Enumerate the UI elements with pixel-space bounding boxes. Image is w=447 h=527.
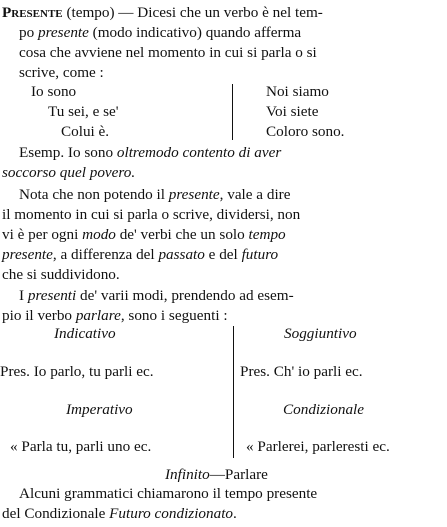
italic-term: presente <box>2 246 53 263</box>
entry-definition-start: (tempo) — Dicesi che un verbo è nel tem- <box>62 4 323 21</box>
presents-line-1 <box>19 286 447 306</box>
soggiuntivo-example: Pres. Ch' io parli ec. <box>240 363 363 380</box>
condizionale-example: « Parlerei, parleresti ec. <box>246 438 390 455</box>
closing-line-2 <box>2 504 447 524</box>
conj-left-1: Io sono <box>31 83 77 100</box>
italic-term: futuro <box>241 246 279 263</box>
text-run: . <box>233 505 237 522</box>
note-line-4 <box>2 245 447 265</box>
presents-line-2 <box>2 306 447 326</box>
infinitive-verb: Parlare <box>224 466 268 483</box>
entry-line-4: scrive, come : <box>19 64 104 81</box>
condizionale-label: Condizionale <box>283 401 365 418</box>
example-line-2 <box>2 163 447 183</box>
imperativo-example: « Parla tu, parli uno ec. <box>10 438 152 455</box>
italic-term: passato <box>158 246 205 263</box>
italic-example: soccorso quel povero. <box>2 164 136 181</box>
text-run: po <box>19 24 38 41</box>
text-run: , sono i seguenti : <box>120 307 228 324</box>
closing-line-1: Alcuni grammatici chiamarono il tempo presente <box>19 485 318 502</box>
entry-line-2 <box>19 23 447 43</box>
conj-left-3: Colui è. <box>61 123 110 140</box>
text-run: de' varii modi, prendendo ad esem- <box>76 287 294 304</box>
imperativo-label: Imperativo <box>66 401 133 418</box>
entry-line-1 <box>2 3 447 23</box>
note-line-2: il momento in cui si parla o scrive, dividersi, non <box>2 206 301 223</box>
note-line-1 <box>19 185 447 205</box>
text-run: vi è per ogni <box>2 226 83 243</box>
italic-term: tempo <box>248 226 286 243</box>
conj-right-3: Coloro sono. <box>266 123 345 140</box>
column-divider <box>232 84 233 140</box>
text-run: del Condizionale <box>2 505 110 522</box>
table-divider <box>233 326 234 458</box>
text-run: e del <box>204 246 242 263</box>
text-run: (modo indicativo) quando afferma <box>88 24 302 41</box>
italic-term: Futuro condizionato <box>109 505 234 522</box>
italic-term: presente <box>37 24 89 41</box>
headword: Presente <box>2 4 63 21</box>
text-run: , a differenza del <box>52 246 159 263</box>
text-run: I <box>19 287 28 304</box>
note-line-3 <box>2 225 447 245</box>
example-line-1 <box>19 143 447 163</box>
text-run: pio il verbo <box>2 307 76 324</box>
conj-left-2: Tu sei, e se' <box>48 103 119 120</box>
conj-right-2: Voi siete <box>266 103 319 120</box>
entry-line-3: cosa che avviene nel momento in cui si parla o si <box>19 44 317 61</box>
text-run: Nota che non potendo il <box>19 186 169 203</box>
italic-term: parlare <box>75 307 121 324</box>
italic-term: presenti <box>27 287 77 304</box>
infinitive-label: Infinito <box>165 466 210 483</box>
conj-right-1: Noi siamo <box>266 83 329 100</box>
soggiuntivo-label: Soggiuntivo <box>284 325 357 342</box>
text-run: Esemp. Io sono <box>19 144 117 161</box>
italic-example: oltremodo contento di aver <box>116 144 282 161</box>
indicativo-label: Indicativo <box>54 325 116 342</box>
italic-term: modo <box>82 226 116 243</box>
text-run: , vale a dire <box>219 186 291 203</box>
indicativo-example: Pres. Io parlo, tu parli ec. <box>0 363 154 380</box>
text-run: de' verbi che un solo <box>115 226 249 243</box>
dash: — <box>209 466 225 483</box>
infinitive-line <box>165 465 268 485</box>
italic-term: presente <box>168 186 220 203</box>
note-line-5: che si suddividono. <box>2 266 120 283</box>
